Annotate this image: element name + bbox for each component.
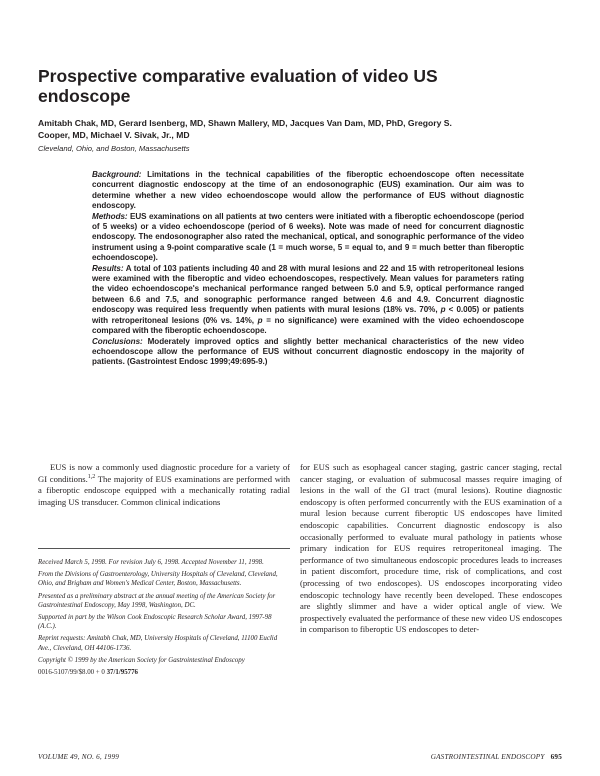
authors-line-1: Amitabh Chak, MD, Gerard Isenberg, MD, Shawn Mallery, MD, Jacques Van Dam, MD, PhD, Gregory S. [38, 118, 452, 128]
abstract [92, 170, 524, 368]
intro-text-b: The majority of EUS examinations are performed with a fiberoptic endoscope equipped with a mechanically rotating radial imaging US transducer. Common clinical indications [38, 473, 290, 507]
note-code [38, 668, 290, 677]
abstract-methods [92, 212, 524, 264]
conclusions-label: Conclusions: [92, 336, 143, 346]
note-code-bold: 37/1/95776 [106, 669, 138, 677]
results-p-1: p [440, 305, 446, 315]
background-text: Limitations in the technical capabilities of the fiberoptic echoendoscope often necessitate concurrent diagnostic endoscopy at the time of an endosonographic (EUS) examination. Our aim was to determine whether a new video echoendoscope would allow the performance of EUS without diagnostic endoscopy. [92, 170, 524, 211]
footer-volume: VOLUME 49, NO. 6, 1999 [38, 753, 120, 761]
results-p-2: p [257, 315, 263, 325]
body-continuation: for EUS such as esophageal cancer staging, gastric cancer staging, rectal cancer staging, or evaluation of submucosal masses require imaging of lesions in the wall of the GI tract (mural lesions). Routine diagnostic endoscopy is often performed concurrently with the EUS examination of a mural lesion because current fiberoptic US endoscopes have limited endoscopic capabilities. Concurrent diagnostic endoscopy is also occasionally performed to evaluate mural pathology in patients whose primary indication for EUS requires retroperitoneal imaging. The performance of two simultaneous endoscopic procedures leads to increases in patient discomfort, procedure time, risk of complications, and cost (processing of two endoscopes). US endoscopes incorporating video endoscopic technology have recently been developed. These endoscopes are slightly slimmer and have a wider optical angle of view. We prospectively evaluated the performance of these new video US endoscopes in comparison to fiberoptic US endoscopes to deter- [300, 462, 562, 635]
results-label: Results: [92, 263, 124, 273]
footnote-divider [38, 548, 290, 549]
title-line-2: endoscope [38, 86, 131, 106]
note-received: Received March 5, 1998. For revision July 6, 1998. Accepted November 11, 1998. [38, 559, 264, 566]
note-code-prefix: 0016-5107/99/$8.00 + 0 [38, 669, 107, 677]
methods-label: Methods: [92, 211, 128, 221]
note-reprint: Reprint requests: Amitabh Chak, MD, University Hospitals of Cleveland, 11100 Euclid Ave., Cleveland, OH 44106-1736. [38, 635, 278, 652]
authors-line-2: Cooper, MD, Michael V. Sivak, Jr., MD [38, 130, 190, 140]
affiliation: Cleveland, Ohio, and Boston, Massachusetts [38, 144, 190, 153]
footnotes [38, 558, 290, 680]
note-supported: Supported in part by the Wilson Cook Endoscopic Research Scholar Award, 1997-98 (A.C.). [38, 614, 272, 631]
abstract-conclusions [92, 337, 524, 368]
abstract-background [92, 170, 524, 212]
footer-journal: GASTROINTESTINAL ENDOSCOPY [430, 753, 545, 761]
body-column-left [38, 462, 290, 508]
page-footer [38, 752, 562, 762]
methods-text: EUS examinations on all patients at two centers were initiated with a fiberoptic echoendoscope (period of 5 weeks) or a video echoendoscope (period of 6 weeks). Note was made of need for concurrent diagnostic endoscopy. The endosonographer also rated the mechanical, optical, and sonographic performance of the video instrument using a 9-point comparative scale (1 = much worse, 5 = equal to, and 9 = much better than fiberoptic echoendoscope). [92, 211, 524, 263]
page-number: 695 [550, 753, 562, 761]
abstract-results [92, 264, 524, 337]
article-title [38, 66, 558, 106]
authors [38, 117, 538, 141]
footer-right [431, 752, 562, 762]
results-text-b: < 0.005) or patients with retroperitoneal lesions (0% vs. 14%, [92, 305, 524, 325]
conclusions-text: Moderately improved optics and slightly better mechanical characteristics of the new video echoendoscope allow the performance of EUS without concurrent diagnostic endoscopy in the majority of patients. (Gastrointest Endosc 1999;49:695-9.) [92, 336, 524, 367]
intro-paragraph [38, 462, 290, 508]
intro-reference: 1,2 [87, 473, 96, 480]
results-text-c: = no significance) were examined with the video echoendoscope compared with the fiberoptic echoendoscope. [92, 315, 524, 336]
note-from: From the Divisions of Gastroenterology, University Hospitals of Cleveland, Cleveland, Ohio, and Brigham and Women's Medical Center, Boston, Massachusetts. [38, 571, 278, 588]
body-column-right [300, 462, 562, 636]
note-presented: Presented as a preliminary abstract at the annual meeting of the American Society for Gastrointestinal Endoscopy, May 1998, Washington, DC. [38, 592, 276, 609]
note-copyright: Copyright © 1999 by the American Society for Gastrointestinal Endoscopy [38, 656, 245, 664]
title-line-1: Prospective comparative evaluation of video US [38, 66, 438, 86]
intro-text-a: EUS is now a commonly used diagnostic procedure for a variety of GI conditions. [38, 462, 290, 484]
background-label: Background: [92, 170, 142, 179]
results-text-a: A total of 103 patients including 40 and 28 with mural lesions and 22 and 15 with retroperitoneal lesions were examined with the fiberoptic and video echoendoscopes, respectively. Mean values for parameters rating the video echoendoscope's mechanical performance ranged between 5.0 and 5.9, optical performance ranged between 6.6 and 7.5, and sonographic performance ranged between 4.6 and 4.9. Concurrent diagnostic endoscopy was required less frequently when patients with mural lesions (18% vs. 70%, [92, 263, 524, 315]
